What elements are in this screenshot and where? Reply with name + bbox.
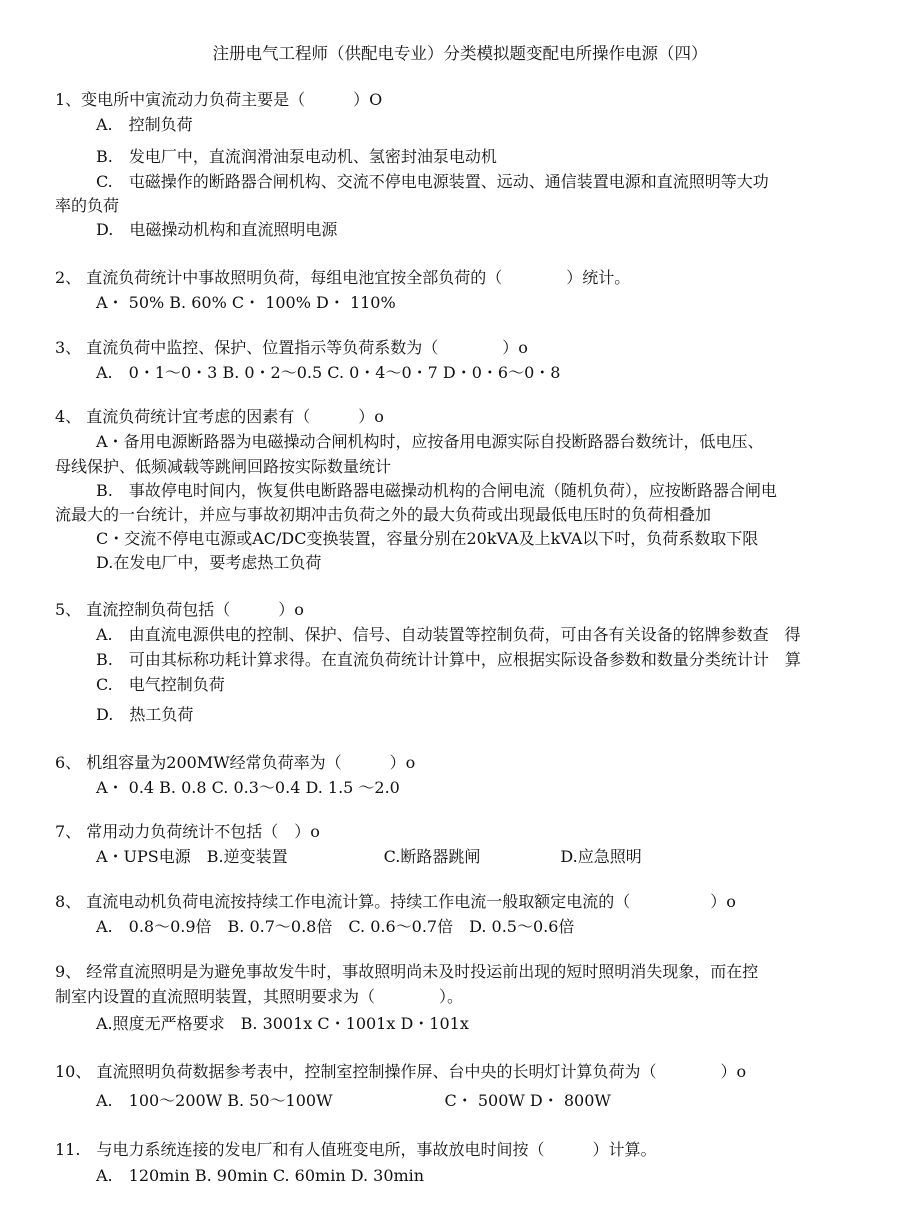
option-b: B. 发电厂中，直流润滑油泵电动机、氢密封油泵电动机: [96, 147, 497, 166]
option-b: B. 可由其标称功耗计算求得。在直流负荷统计计算中，应根据实际设备参数和数量分类统计计 算: [96, 650, 801, 669]
option-a: A・备用电源断路器为电磁操动合闸机构时，应按备用电源实际自投断路器台数统计，低电压、: [96, 432, 764, 451]
option-a: A. 控制负荷: [96, 115, 193, 134]
option-b-continued: 流最大的一台统计，并应与事故初期冲击负荷之外的最大负荷或出现最低电压时的负荷相叠加: [55, 505, 712, 524]
option-d: D.在发电厂中，要考虑热工负荷: [96, 553, 322, 572]
question-stem-continued: 制室内设置的直流照明装置，其照明要求为（ ）。: [55, 987, 464, 1006]
question-stem: 3、 直流负荷中监控、保护、位置指示等负荷系数为（ ）o: [55, 338, 528, 357]
options-line: A. 0.8〜0.9倍 B. 0.7〜0.8倍 C. 0.6〜0.7倍 D. 0.5〜0.6倍: [96, 917, 575, 936]
question-stem: 1、变电所中寅流动力负荷主要是（ ）O: [55, 90, 383, 109]
question-stem: 5、 直流控制负荷包括（ ）o: [55, 600, 304, 619]
question-stem: 10、 直流照明负荷数据参考表中，控制室控制操作屏、台中央的长明灯计算负荷为（ ）o: [55, 1062, 747, 1081]
options-line: A. 0・1〜0・3 B. 0・2〜0.5 C. 0・4〜0・7 D・0・6〜0・8: [96, 363, 561, 382]
option-a-continued: 母线保护、低频减载等跳闸回路按实际数量统计: [55, 457, 392, 476]
question-stem: 6、 机组容量为200MW经常负荷率为（ ）o: [55, 753, 416, 772]
option-c: C. 屯磁操作的断路器合闸机构、交流不停电电源装置、远动、通信装置电源和直流照明等大功: [96, 172, 769, 191]
question-stem: 7、 常用动力负荷统计不包括（ ）o: [55, 822, 320, 841]
page-title: 注册电气工程师（供配电专业）分类模拟题变配电所操作电源（四）: [212, 44, 708, 63]
question-stem: 8、 直流电动机负荷电流按持续工作电流计算。持续工作电流一般取额定电流的（ ）o: [55, 892, 736, 911]
options-line: A・ 0.4 B. 0.8 C. 0.3〜0.4 D. 1.5 〜2.0: [96, 778, 400, 797]
options-line: A. 120min B. 90min C. 60min D. 30min: [96, 1166, 425, 1185]
option-d: D. 电磁操动机构和直流照明电源: [96, 220, 338, 239]
question-stem: 4、 直流负荷统计宜考虑的因素有（ ）o: [55, 407, 384, 426]
options-line: A.照度无严格要求 B. 3001x C・1001x D・101x: [96, 1014, 469, 1033]
question-stem: 11. 与电力系统连接的发电厂和有人值班变电所，事故放电时间按（ ）计算。: [55, 1140, 657, 1159]
option-c: C. 电气控制负荷: [96, 675, 225, 694]
option-b: B. 事故停电时间内，恢复供电断路器电磁操动机构的合闸电流（随机负荷），应按断路器合闸电: [96, 481, 777, 500]
question-stem: 2、 直流负荷统计中事故照明负荷，每组电池宜按全部负荷的（ ）统计。: [55, 268, 631, 287]
options-line: A. 100〜200W B. 50〜100W C・ 500W D・ 800W: [96, 1091, 611, 1110]
option-c: C・交流不停电屯源或AC/DC变换装置，容量分别在20kVA及上kVA以下吋，负荷系数取下限: [96, 529, 759, 548]
question-stem: 9、 经常直流照明是为避免事故发牛时，事故照明尚未及时投运前出现的短时照明消失现象，而在控: [55, 962, 759, 981]
options-line: A・UPS电源 B.逆变装置 C.断路器跳闸 D.应急照明: [96, 847, 642, 866]
option-d: D. 热工负荷: [96, 705, 194, 724]
option-c-continued: 率的负荷: [55, 196, 120, 215]
option-a: A. 由直流电源供电的控制、保护、信号、自动装置等控制负荷，可由各有关设备的铭牌参数查 得: [96, 625, 801, 644]
options-line: A・ 50% B. 60% C・ 100% D・ 110%: [96, 293, 396, 312]
